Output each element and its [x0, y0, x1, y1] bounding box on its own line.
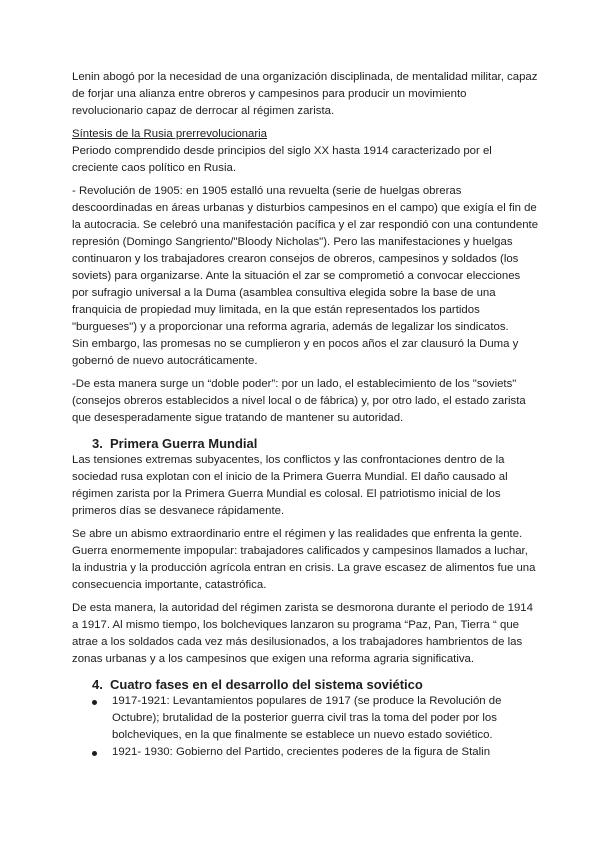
text-line: la industria y la producción agrícola entran en crisis. La grave escasez de alimentos fue una: [72, 562, 536, 574]
bullet-icon: [92, 751, 97, 756]
text-line: - Revolución de 1905: en 1905 estalló una revuelta (serie de huelgas obreras: [72, 185, 462, 197]
text-line: Sin embargo, las promesas no se cumplieron y en pocos años el zar clausuró la Duma y: [72, 338, 519, 350]
document-page: [72, 69, 572, 761]
text-line: 1917-1921: Levantamientos populares de 1917 (se produce la Revolución de: [112, 695, 502, 707]
text-line: Se abre un abismo extraordinario entre el régimen y las realidades que enfrenta la gente.: [72, 528, 523, 540]
text-line: que desesperadamente sigue tratando de mantener su autoridad.: [72, 412, 404, 424]
text-line: atrae a los soldados cada vez más desilusionados, a los trabajadores hambrientos de las: [72, 636, 523, 648]
text-line: por sufragio universal a la Duma (asamblea consultiva elegida sobre la base de una: [72, 287, 496, 299]
text-line: Lenin abogó por la necesidad de una organización disciplinada, de mentalidad militar, capaz: [72, 71, 538, 83]
heading-number: 3.: [92, 436, 103, 451]
text-line: gobernó de nuevo autocráticamente.: [72, 355, 258, 367]
sintesis-body: [72, 143, 572, 177]
text-line: Octubre); brutalidad de la posterior guerra civil tras la toma del poder por los: [112, 712, 497, 724]
heading-title: Cuatro fases en el desarrollo del sistema soviético: [110, 677, 423, 692]
heading-title: Primera Guerra Mundial: [110, 436, 258, 451]
paragraph-lenin: [72, 69, 572, 120]
text-line: Guerra enormemente impopular: trabajadores calificados y campesinos llamados a luchar,: [72, 545, 528, 557]
bullet-icon: [92, 700, 97, 705]
text-line: (consejos obreros establecidos a nivel local o de fábrica) y, por otro lado, el estado zarista: [72, 395, 526, 407]
paragraph-doble-poder: [72, 376, 572, 427]
text-line: descoordinadas en áreas urbanas y disturbios campesinos en el campo) que exigía el fin de: [72, 202, 537, 214]
paragraph-tensiones: [72, 452, 572, 520]
section-sintesis: [72, 126, 572, 177]
text-line: la autocracia. Se celebró una manifestación pacífica y el zar respondió con una contundente: [72, 219, 539, 231]
text-line: -De esta manera surge un “doble poder”: por un lado, el establecimiento de los "soviets": [72, 378, 517, 390]
text-line: zonas urbanas y a los campesinos que exigen una reforma agraria significativa.: [72, 653, 475, 665]
heading-number: 4.: [92, 677, 103, 692]
text-line: sociedad rusa explotan con el inicio de la Primera Guerra Mundial. El daño causado al: [72, 471, 508, 483]
text-line: consecuencia importante, catastrófica.: [72, 579, 267, 591]
text-line: bolcheviques, en la que finalmente se establece un nuevo estado soviético.: [112, 729, 493, 741]
text-line: de forjar una alianza entre obreros y campesinos para producir un movimiento: [72, 88, 467, 100]
paragraph-autoridad: [72, 600, 572, 668]
list-item: [92, 744, 572, 761]
text-line: "burgueses") y a proporcionar una reforma agraria, además de legalizar los sindicatos.: [72, 321, 509, 333]
sintesis-title: Síntesis de la Rusia prerrevolucionaria: [72, 128, 268, 140]
text-line: revolucionario capaz de derrocar al régimen zarista.: [72, 105, 335, 117]
heading-primera-guerra-mundial: [92, 435, 572, 452]
text-line: 1921- 1930: Gobierno del Partido, crecientes poderes de la figura de Stalin: [112, 746, 491, 758]
phases-list: [92, 693, 572, 761]
heading-cuatro-fases: [92, 676, 572, 693]
text-line: régimen zarista por la Primera Guerra Mundial es colosal. El patriotismo inicial de los: [72, 488, 501, 500]
text-line: Periodo comprendido desde principios del siglo XX hasta 1914 caracterizado por el: [72, 145, 492, 157]
text-line: continuaron y los trabajadores crearon consejos de obreros, campesinos y soldados (los: [72, 253, 519, 265]
list-item: [92, 693, 572, 744]
text-line: creciente caos político en Rusia.: [72, 162, 236, 174]
text-line: soviets) para organizarse. Ante la situación el zar se comprometió a convocar elecciones: [72, 270, 521, 282]
text-line: franquicia de propiedad muy limitada, en la que están representados los partidos: [72, 304, 480, 316]
text-line: a 1917. Al mismo tiempo, los bolcheviques lanzaron su programa “Paz, Pan, Tierra “ que: [72, 619, 519, 631]
text-line: primeros días se desvanece rápidamente.: [72, 505, 285, 517]
paragraph-revolucion-1905: [72, 183, 572, 370]
text-line: Las tensiones extremas subyacentes, los conflictos y las confrontaciones dentro de la: [72, 454, 505, 466]
text-line: De esta manera, la autoridad del régimen zarista se desmorona durante el periodo de 1914: [72, 602, 533, 614]
text-line: represión (Domingo Sangriento/"Bloody Nicholas"). Pero las manifestaciones y huelgas: [72, 236, 513, 248]
paragraph-abismo: [72, 526, 572, 594]
